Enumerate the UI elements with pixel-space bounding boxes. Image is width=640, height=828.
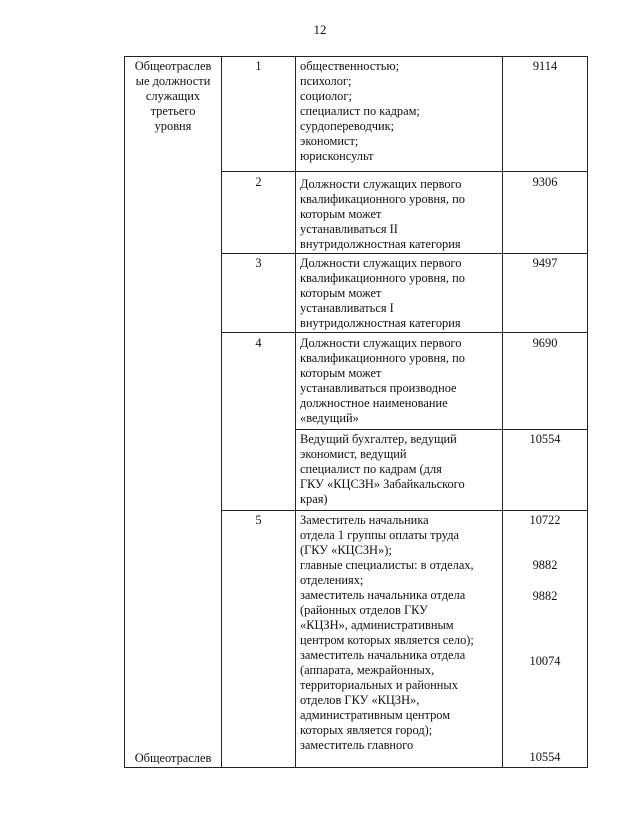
position-line: сурдопереводчик; (300, 119, 395, 133)
row-divider-2 (221, 253, 588, 254)
level-cell: 3 (255, 256, 262, 270)
level-cell: 5 (255, 513, 262, 527)
position-line: квалификационного уровня, по (300, 271, 465, 285)
position-line: устанавливаться производное (300, 381, 457, 395)
group-cell-bottom (125, 751, 221, 766)
position-line: Должности служащих первого (300, 336, 462, 350)
position-cell (300, 336, 465, 426)
position-cell (300, 513, 474, 753)
position-line: которым может (300, 286, 382, 300)
column-divider-1 (221, 56, 222, 768)
position-cell (300, 256, 465, 331)
group-line: третьего (150, 104, 196, 118)
row-divider-5 (221, 510, 588, 511)
position-line: главные специалисты: в отделах, (300, 558, 474, 572)
position-line: «ведущий» (300, 411, 359, 425)
position-line: должностное наименование (300, 396, 448, 410)
salary-cell: 9882 (532, 589, 558, 603)
position-line: Заместитель начальника (300, 513, 429, 527)
position-line: которых является город); (300, 723, 433, 737)
level-cell: 2 (255, 175, 262, 189)
position-line: общественностью; (300, 59, 400, 73)
position-line: Должности служащих первого (300, 256, 462, 270)
level-cell: 1 (255, 59, 262, 73)
position-cell (300, 177, 465, 252)
position-cell (300, 432, 465, 507)
position-line: отделов ГКУ «КЦЗН», (300, 693, 420, 707)
position-line: экономист; (300, 134, 359, 148)
position-line: экономист, ведущий (300, 447, 407, 461)
position-cell (300, 59, 420, 164)
position-line: заместитель начальника отдела (300, 588, 466, 602)
position-line: устанавливаться I (300, 301, 394, 315)
position-line: внутридолжностная категория (300, 237, 461, 251)
table-border-top (124, 56, 588, 57)
row-divider-3 (221, 332, 588, 333)
salary-cell: 10554 (529, 750, 561, 764)
position-line: квалификационного уровня, по (300, 192, 465, 206)
group-line: Общеотраслев (134, 59, 212, 73)
group-line: Общеотраслев (134, 751, 212, 765)
table-border-bottom (124, 767, 588, 768)
group-line: уровня (154, 119, 192, 133)
position-line: специалист по кадрам; (300, 104, 420, 118)
position-line: устанавливаться II (300, 222, 398, 236)
salary-cell: 9114 (532, 59, 558, 73)
position-line: социолог; (300, 89, 352, 103)
group-line: служащих (145, 89, 201, 103)
level-cell: 4 (255, 336, 262, 350)
row-divider-4 (295, 429, 588, 430)
position-line: заместитель начальника отдела (300, 648, 466, 662)
position-line: административным центром (300, 708, 451, 722)
position-line: ГКУ «КЦСЗН» Забайкальского (300, 477, 465, 491)
position-line: (аппарата, межрайонных, (300, 663, 435, 677)
salary-cell: 9497 (532, 256, 558, 270)
table-border-right (587, 56, 588, 768)
table-border-left (124, 56, 125, 768)
position-line: отделениях; (300, 573, 364, 587)
position-line: Ведущий бухгалтер, ведущий (300, 432, 457, 446)
salary-cell: 10074 (529, 654, 561, 668)
position-line: «КЦЗН», административным (300, 618, 454, 632)
position-line: центром которых является село); (300, 633, 474, 647)
group-line: ые должности (135, 74, 211, 88)
position-line: которым может (300, 207, 382, 221)
position-line: которым может (300, 366, 382, 380)
position-line: Должности служащих первого (300, 177, 462, 191)
position-line: специалист по кадрам (для (300, 462, 442, 476)
position-line: (ГКУ «КЦСЗН»); (300, 543, 392, 557)
group-cell-top (125, 59, 221, 134)
position-line: территориальных и районных (300, 678, 458, 692)
salary-cell: 9306 (532, 175, 558, 189)
position-line: (районных отделов ГКУ (300, 603, 428, 617)
position-line: заместитель главного (300, 738, 414, 752)
position-line: края) (300, 492, 328, 506)
salary-cell: 10554 (529, 432, 561, 446)
salary-cell: 9882 (532, 558, 558, 572)
column-divider-2 (295, 56, 296, 768)
salary-cell: 10722 (529, 513, 561, 527)
row-divider-1 (221, 171, 588, 172)
position-line: внутридолжностная категория (300, 316, 461, 330)
salary-cell: 9690 (532, 336, 558, 350)
position-line: юрисконсульт (300, 149, 374, 163)
position-line: отдела 1 группы оплаты труда (300, 528, 459, 542)
page-number: 12 (313, 22, 327, 37)
position-line: психолог; (300, 74, 352, 88)
position-line: квалификационного уровня, по (300, 351, 465, 365)
